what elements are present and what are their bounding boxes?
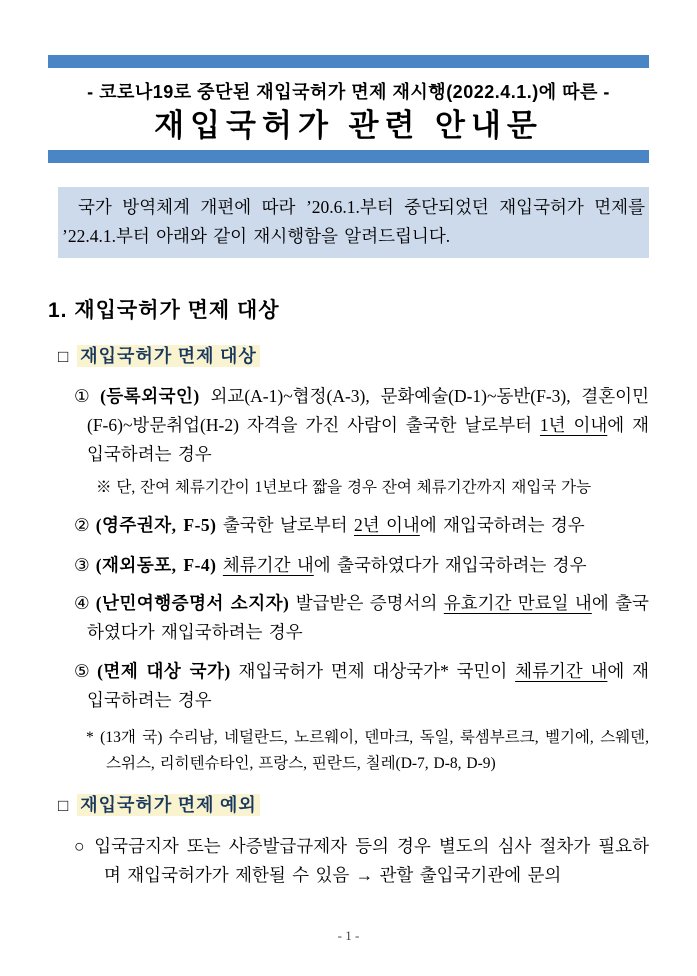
item-3-category: (재외동포, F-4) (95, 555, 217, 575)
item-1-text: 외교(A-1)~협정(A-3), 문화예술(D-1)~동반(F-3), 결혼이민(F-6)~방문취업(H-2) 자격을 가진 사람이 출국한 날로부터 (87, 386, 649, 435)
document-subtitle: - 코로나19로 중단된 재입국허가 면제 재시행(2022.4.1.)에 따른 - (87, 82, 610, 102)
exempt-item-2 (48, 511, 649, 540)
item-2-number: ② (74, 515, 90, 535)
remaining-stay-note: ※ 단, 잔여 체류기간이 1년보다 짧을 경우 잔여 체류기간까지 재입국 가능 (96, 479, 592, 496)
item-4-text-end: 에 출국하였다가 재입국하려는 경우 (87, 593, 649, 642)
item-4-number: ④ (74, 593, 90, 613)
item-4-underlined: 유효기간 만료일 내 (443, 593, 592, 613)
checkbox-icon: □ (58, 347, 69, 366)
exempt-item-1 (48, 382, 649, 469)
header-bottom-rule (48, 150, 649, 163)
item-4-text: 발급받은 증명서의 (289, 593, 444, 613)
item-5-number: ⑤ (74, 661, 92, 681)
item-1-category: (등록외국인) (100, 386, 200, 406)
item-2-underlined: 2년 이내 (353, 515, 420, 535)
exempt-item-4 (48, 589, 649, 647)
item-4-category: (난민여행증명서 소지자) (95, 593, 290, 613)
exception-item (48, 832, 649, 890)
exempt-subheading (58, 344, 649, 369)
item-1-number: ① (74, 386, 95, 406)
exempt-item-3 (48, 551, 649, 580)
exception-subheading-label: 재입국허가 면제 예외 (77, 794, 260, 816)
item-2-text-end: 에 재입국하려는 경우 (419, 515, 585, 535)
notice-text: 국가 방역체계 개편에 따라 ’20.6.1.부터 중단되었던 재입국허가 면제를 ’22.4.1.부터 아래와 같이 재시행함을 알려드립니다. (62, 197, 645, 246)
item-5-underlined: 체류기간 내 (515, 661, 608, 681)
item-1-underlined: 1년 이내 (539, 415, 608, 435)
item-5-text-end: 에 재입국하려는 경우 (87, 661, 649, 710)
item-2-category: (영주권자, F-5) (95, 515, 217, 535)
item-3-underlined: 체류기간 내 (222, 555, 314, 575)
item-1-text-end: 에 재입국하려는 경우 (87, 415, 650, 464)
header-top-rule (48, 55, 649, 68)
section-1-heading: 1. 재입국허가 면제 대상 (48, 299, 280, 322)
checkbox-icon: □ (58, 796, 69, 815)
country-list-footnote: * (13개 국) 수리남, 네덜란드, 노르웨이, 덴마크, 독일, 룩셈부르크, 벨기에, 스웨덴, 스위스, 리히텐슈타인, 프랑스, 핀란드, 칠레(D-7, D-8, D-9) (86, 729, 649, 772)
document-content (48, 55, 649, 890)
circle-bullet-icon: ○ (74, 836, 87, 856)
item-5-text: 재입국허가 면제 대상국가* 국민이 (230, 661, 516, 681)
notice-box (58, 187, 649, 258)
page-number: - 1 - (337, 928, 360, 943)
exempt-subheading-label: 재입국허가 면제 대상 (77, 345, 260, 367)
exception-item-text: 입국금지자 또는 사증발급규제자 등의 경우 별도의 심사 절차가 필요하며 재입국허가가 제한될 수 있음 → 관할 출입국기관에 문의 (94, 836, 649, 885)
item-2-text: 출국한 날로부터 (216, 515, 354, 535)
page-title: 재입국허가 관련 안내문 (154, 108, 543, 143)
exempt-item-5 (48, 657, 649, 715)
item-3-number: ③ (74, 555, 90, 575)
exception-subheading (58, 793, 649, 818)
item-3-text-end: 에 출국하였다가 재입국하려는 경우 (313, 555, 587, 575)
item-5-category: (면제 대상 국가) (97, 661, 231, 681)
